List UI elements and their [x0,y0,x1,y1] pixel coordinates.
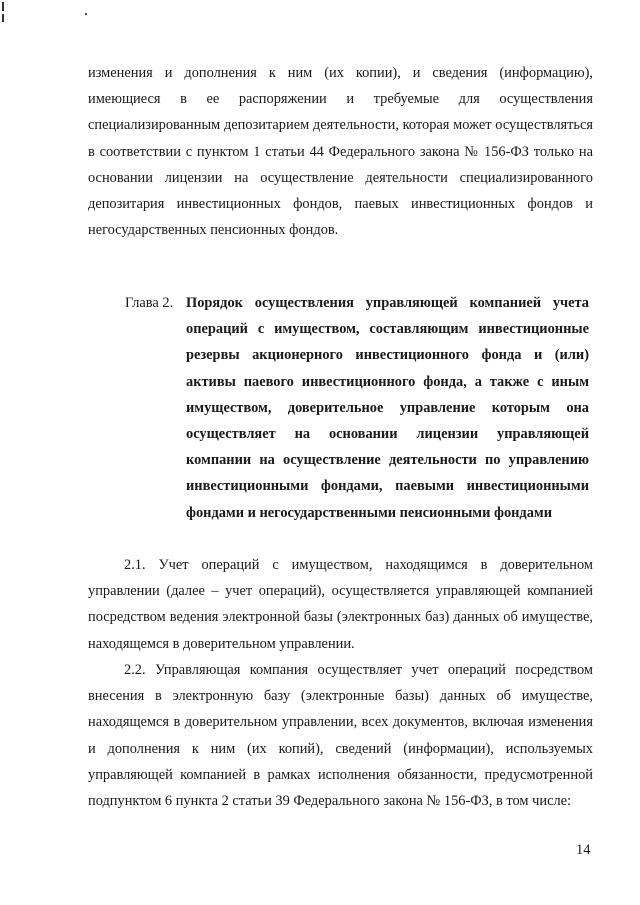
scan-artifact [2,2,4,11]
chapter-label: Глава 2. [125,295,174,311]
scan-artifact [2,14,4,22]
scan-artifact [85,13,87,15]
page-number: 14 [576,842,591,858]
paragraph-2-1: 2.1. Учет операций с имуществом, находящимся в доверительном управлении (далее – учет операций), осуществляется управляющей компанией посредством ведения электронной базы (электронных баз) данных об имуществе, находящемся в доверительном управлении. [88,557,593,652]
chapter-title: Порядок осуществления управляющей компанией учета операций с имуществом, составляющим инвестиционные резервы акционерного инвестиционного фонда и (или) активы паевого инвестиционного фонда, а также с иным имуществом, доверительное управление которым она осуществляет на основании лицензии управляющей компании на осуществление деятельности по управлению инвестиционными фондами, паевыми инвестиционными фондами и негосударственными пенсионными фондами [186,295,589,521]
paragraph-2-2: 2.2. Управляющая компания осуществляет учет операций посредством внесения в электронную базу (электронные базы) данных об имуществе, находящемся в доверительном управлении, всех документов, включая изменения и дополнения к ним (их копий), сведений (информации), используемых управляющей компанией в рамках исполнения обязанности, предусмотренной подпунктом 6 пункта 2 статьи 39 Федерального закона № 156-ФЗ, в том числе: [88,662,593,810]
intro-paragraph: изменения и дополнения к ним (их копии), и сведения (информацию), имеющиеся в ее распоряжении и требуемые для осуществления специализированным депозитарием деятельности, которая может осуществляться в соответствии с пунктом 1 статьи 44 Федерального закона № 156-ФЗ только на основании лицензии на осуществление деятельности специализированного депозитария инвестиционных фондов, паевых инвестиционных фондов и негосударственных пенсионных фондов. [88,65,593,239]
